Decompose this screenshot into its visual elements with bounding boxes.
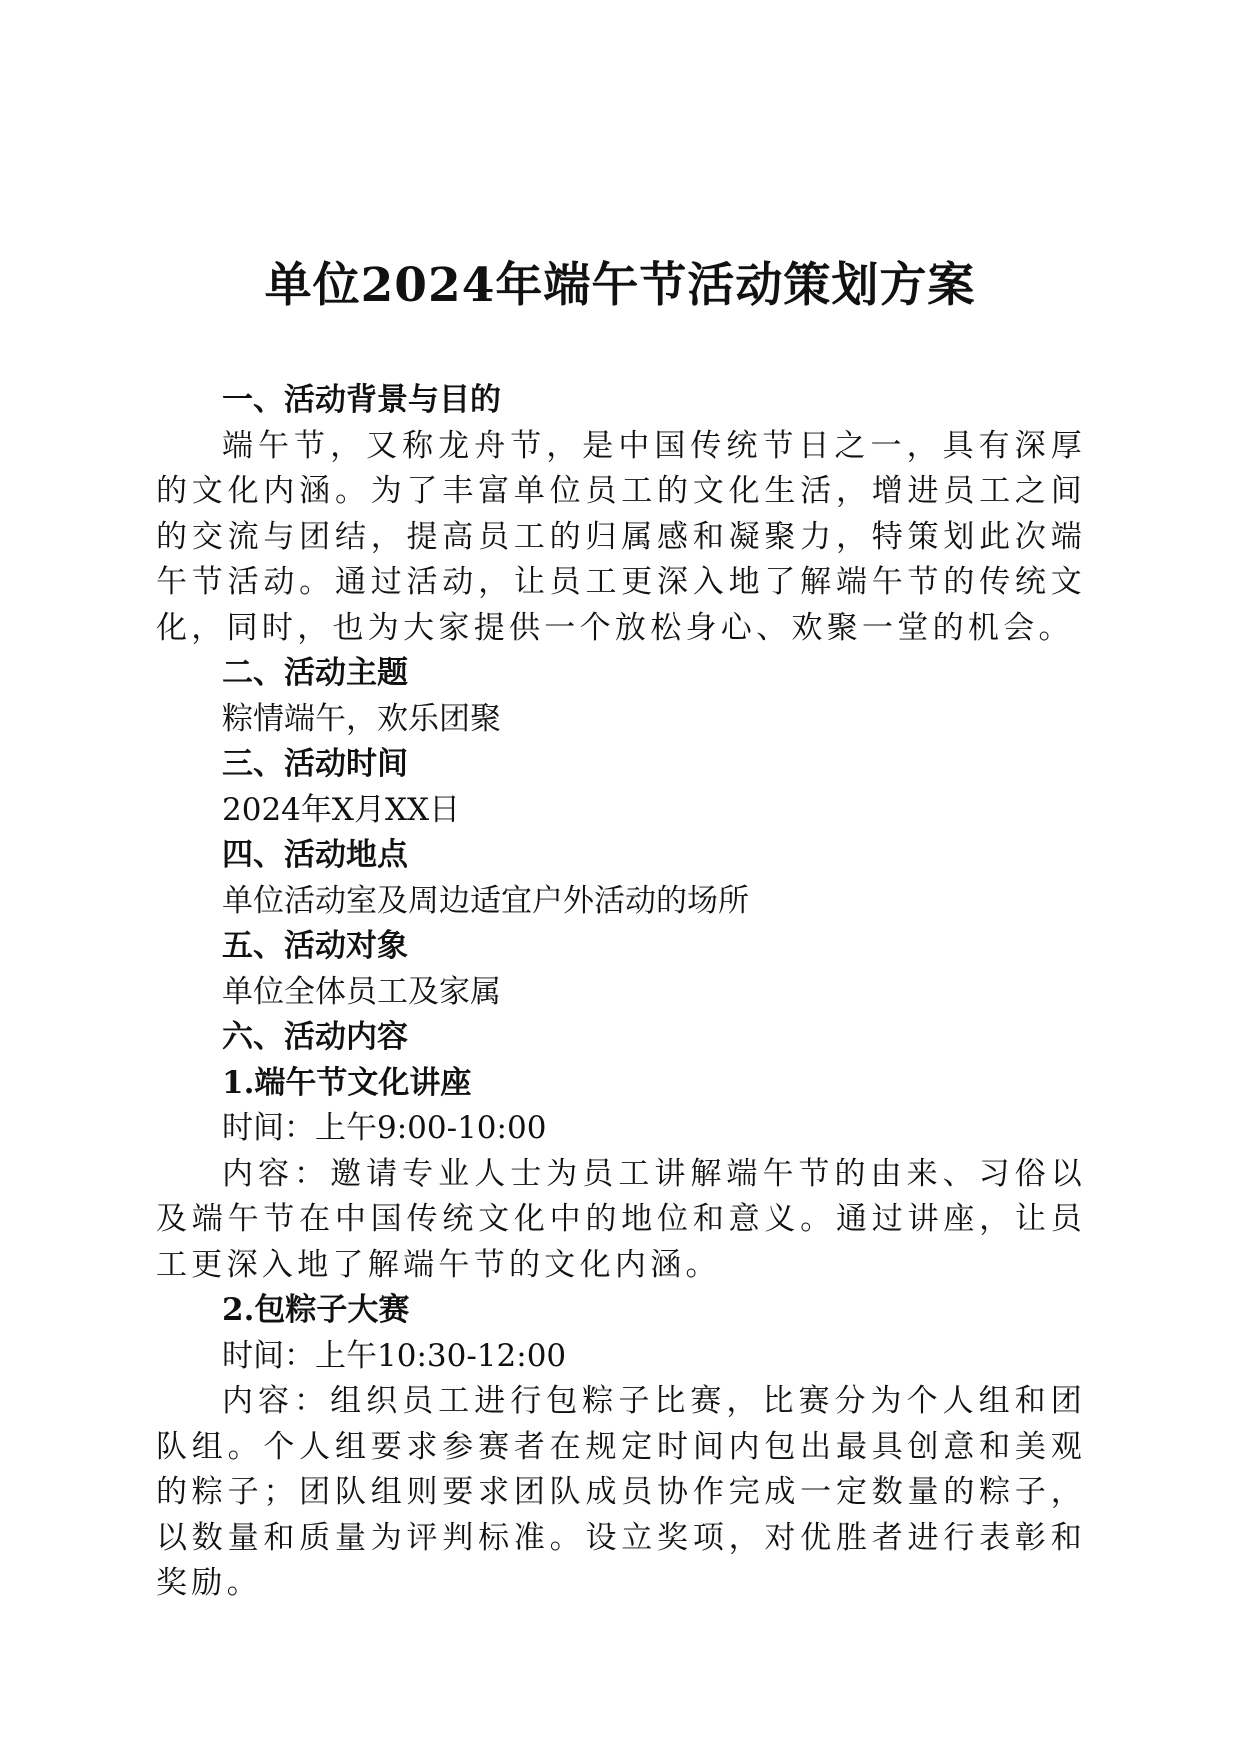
section-heading-location: 四、活动地点	[222, 837, 408, 873]
document-title: 单位2024年端午节活动策划方案	[264, 258, 976, 313]
item-content-zongzi-contest: 内容：组织员工进行包粽子比赛，比赛分为个人组和团队组。个人组要求参赛者在规定时间内包出最具创意和美观的粽子；团队组则要求团队成员协作完成一定数量的粽子，以数量和质量为评判标准。设立奖项，对优胜者进行表彰和奖励。	[156, 1383, 1086, 1601]
section-body-theme: 粽情端午，欢乐团聚	[222, 700, 501, 737]
section-heading-content: 六、活动内容	[222, 1019, 408, 1055]
section-body-participants: 单位全体员工及家属	[222, 973, 501, 1010]
item-content-lecture: 内容：邀请专业人士为员工讲解端午节的由来、习俗以及端午节在中国传统文化中的地位和意义。通过讲座，让员工更深入地了解端午节的文化内涵。	[156, 1155, 1086, 1283]
section-heading-background: 一、活动背景与目的	[222, 382, 501, 418]
section-heading-time: 三、活动时间	[222, 746, 408, 782]
section-heading-participants: 五、活动对象	[222, 928, 408, 964]
item-heading-lecture: 1.端午节文化讲座	[222, 1064, 472, 1101]
section-heading-theme: 二、活动主题	[222, 655, 408, 691]
item-time-zongzi-contest: 时间：上午10:30-12:00	[222, 1337, 567, 1374]
section-body-background: 端午节，又称龙舟节，是中国传统节日之一，具有深厚的文化内涵。为了丰富单位员工的文化生活，增进员工之间的交流与团结，提高员工的归属感和凝聚力，特策划此次端午节活动。通过活动，让员工更深入地了解端午节的传统文化，同时，也为大家提供一个放松身心、欢聚一堂的机会。	[156, 427, 1086, 646]
item-time-lecture: 时间：上午9:00-10:00	[222, 1110, 547, 1146]
section-body-time: 2024年X月XX日	[222, 791, 461, 828]
document-body	[156, 378, 1086, 1607]
section-body-location: 单位活动室及周边适宜户外活动的场所	[222, 882, 749, 919]
item-heading-zongzi-contest: 2.包粽子大赛	[222, 1292, 410, 1328]
